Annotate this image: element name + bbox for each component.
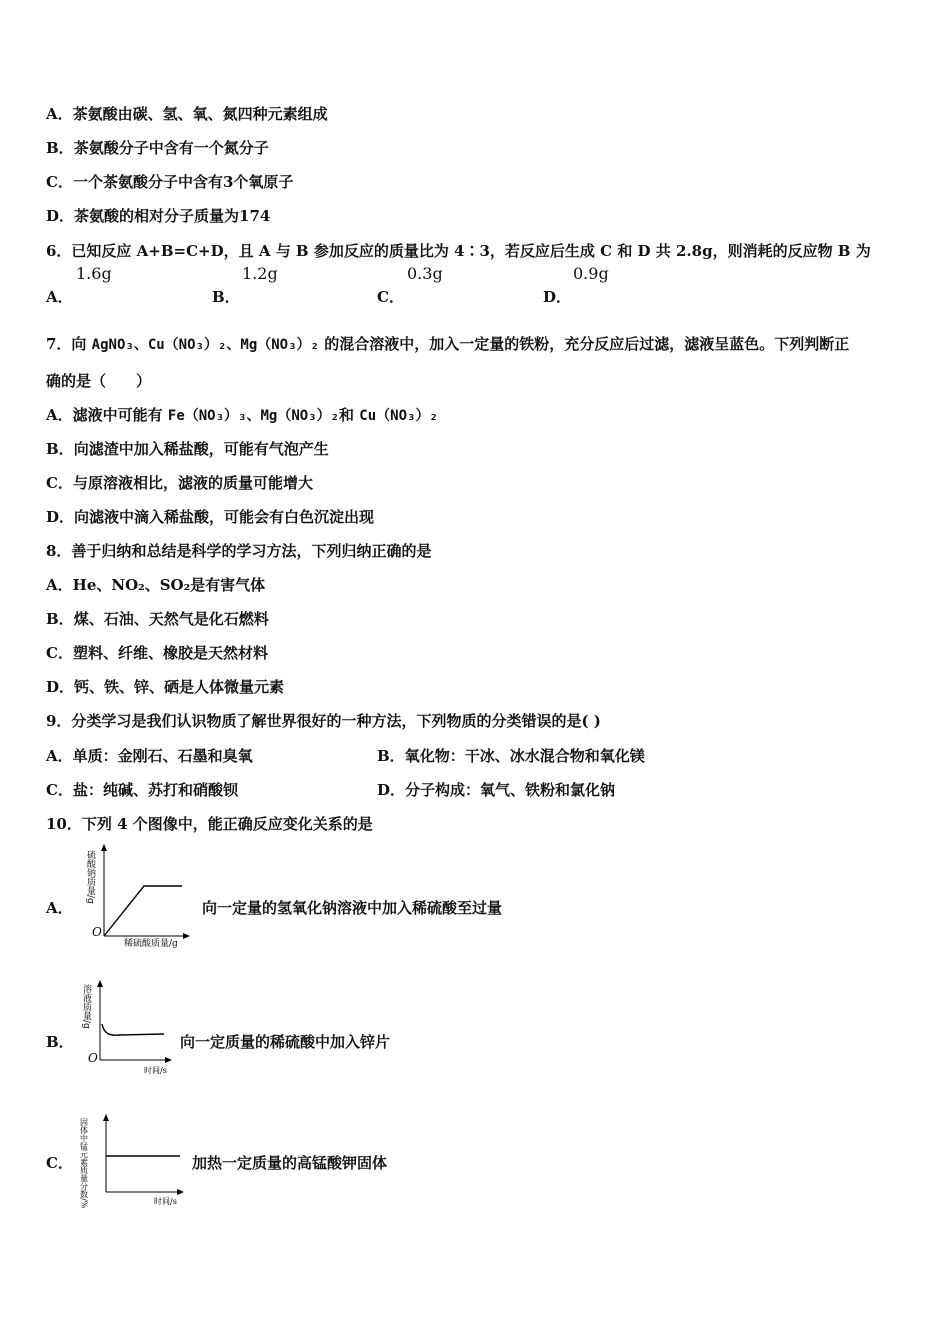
q8-option-c: C．塑料、纤维、橡胶是天然材料 [46, 644, 268, 662]
q10-graph-a [82, 842, 192, 948]
q10-graph-b [80, 978, 176, 1076]
q7-stem-cont: 确的是（ ） [46, 372, 152, 390]
q6-option-c: C． 0.3g [377, 264, 443, 306]
q9-option-a: A．单质：金刚石、石墨和臭氧 [46, 747, 253, 765]
q5-option-c: C．一个茶氨酸分子中含有3个氧原子 [46, 173, 294, 191]
q10-option-b-label: B． [46, 1033, 74, 1051]
q5-option-a: A．茶氨酸由碳、氢、氧、氮四种元素组成 [46, 105, 328, 123]
y-axis-arrow [97, 980, 103, 987]
q7-stem: 7．向 AgNO₃、Cu（NO₃）₂、Mg（NO₃）₂ 的混合溶液中，加入一定量的铁粉，充分反应后过滤，滤液呈蓝色。下列判断正 [46, 335, 850, 353]
q8-stem: 8．善于归纳和总结是科学的学习方法，下列归纳正确的是 [46, 542, 432, 560]
q10-stem: 10．下列 4 个图像中，能正确反应变化关系的是 [46, 815, 373, 833]
graph-b-x-label: 时间/s [144, 1066, 167, 1075]
q5-option-d: D．茶氨酸的相对分子质量为174 [46, 207, 271, 225]
q10-graph-c [80, 1112, 188, 1208]
y-axis-arrow [101, 844, 107, 851]
q9-option-d: D．分子构成：氧气、铁粉和氯化钠 [377, 781, 616, 799]
x-axis-arrow [177, 1189, 184, 1195]
graph-c-y-label: 固体中锰元素质量分数/% [80, 1118, 89, 1208]
q10-option-c-label: C． [46, 1154, 73, 1172]
q8-option-d: D．钙、铁、锌、硒是人体微量元素 [46, 678, 285, 696]
q6-option-a: A． 1.6g [46, 264, 112, 306]
q9-option-c: C．盐：纯碱、苏打和硝酸钡 [46, 781, 238, 799]
q6-option-b: B． 1.2g [212, 264, 278, 306]
graph-a-curve [104, 886, 182, 936]
x-axis-arrow [183, 933, 190, 939]
x-axis-arrow [165, 1057, 172, 1063]
graph-a-origin: O [92, 925, 102, 939]
graph-b-origin: O [88, 1051, 98, 1065]
q7-option-c: C．与原溶液相比，滤液的质量可能增大 [46, 474, 313, 492]
graph-b-curve [102, 1024, 164, 1035]
y-axis-arrow [103, 1114, 109, 1121]
q10-graph-c-caption: 加热一定质量的高锰酸钾固体 [192, 1154, 388, 1172]
graph-a-y-label: 硫酸钠质量/g [85, 850, 95, 904]
q9-stem: 9．分类学习是我们认识物质了解世界很好的一种方法，下列物质的分类错误的是( ) [46, 712, 601, 730]
q7-option-b: B．向滤渣中加入稀盐酸，可能有气泡产生 [46, 440, 329, 458]
q10-option-a-label: A． [46, 899, 73, 917]
q6-stem: 6．已知反应 A+B=C+D，且 A 与 B 参加反应的质量比为 4∶3，若反应后生成 C 和 D 共 2.8g，则消耗的反应物 B 为 [46, 242, 871, 260]
q8-option-b: B．煤、石油、天然气是化石燃料 [46, 610, 269, 628]
q10-graph-b-caption: 向一定质量的稀硫酸中加入锌片 [180, 1033, 391, 1051]
graph-a-x-label: 稀硫酸质量/g [124, 939, 178, 948]
q10-graph-a-caption: 向一定量的氢氧化钠溶液中加入稀硫酸至过量 [202, 899, 503, 917]
q8-option-a: A．He、NO₂、SO₂是有害气体 [46, 576, 266, 594]
q7-option-a: A．滤液中可能有 Fe（NO₃）₃、Mg（NO₃）₂和 Cu（NO₃）₂ [46, 406, 438, 424]
graph-c-x-label: 时间/s [154, 1197, 177, 1206]
q7-option-d: D．向滤液中滴入稀盐酸，可能会有白色沉淀出现 [46, 508, 375, 526]
graph-b-y-label: 溶液质量/g [81, 984, 91, 1029]
q9-option-b: B．氧化物：干冰、冰水混合物和氧化镁 [377, 747, 645, 765]
q6-option-d: D． 0.9g [543, 264, 609, 306]
q5-option-b: B．茶氨酸分子中含有一个氮分子 [46, 139, 269, 157]
